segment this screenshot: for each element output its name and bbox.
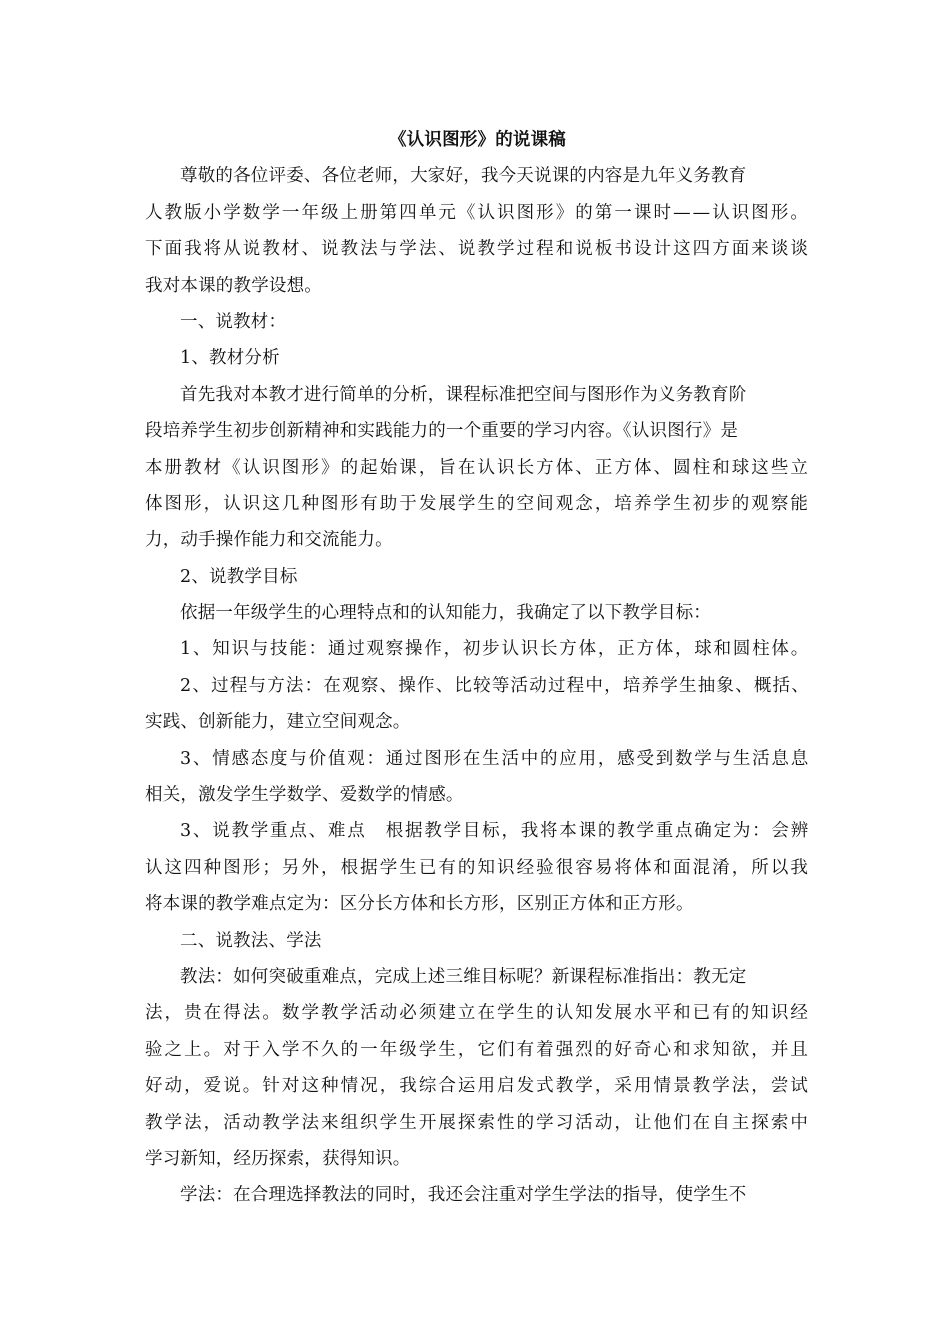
text-line: 二、说教法、学法 [180, 930, 322, 951]
text-line: 3、情感态度与价值观：通过图形在生活中的应用，感受到数学与生活息息 [180, 748, 810, 769]
text-line: 认这四种图形；另外，根据学生已有的知识经验很容易将体和面混淆，所以我 [145, 857, 810, 878]
text-line: 2、过程与方法：在观察、操作、比较等活动过程中，培养学生抽象、概括、 [180, 675, 810, 696]
text-line: 我对本课的教学设想。 [145, 275, 322, 296]
text-line: 1、知识与技能：通过观察操作，初步认识长方体，正方体，球和圆柱体。 [180, 639, 810, 660]
text-line: 本册教材《认识图形》的起始课，旨在认识长方体、正方体、圆柱和球这些立 [145, 457, 810, 478]
text-line: 教法：如何突破重难点，完成上述三维目标呢？新课程标准指出：教无定 [180, 966, 747, 987]
text-line: 首先我对本教才进行简单的分析，课程标准把空间与图形作为义务教育阶 [180, 384, 747, 405]
text-line: 依据一年级学生的心理特点和的认知能力，我确定了以下教学目标： [180, 603, 711, 624]
document-title: 《认识图形》的说课稿 [389, 130, 566, 150]
document-body [145, 122, 810, 1214]
text-line: 法，贵在得法。数学教学活动必须建立在学生的认知发展水平和已有的知识经 [145, 1003, 810, 1024]
text-line: 2、说教学目标 [180, 566, 298, 587]
text-line: 验之上。对于入学不久的一年级学生，它们有着强烈的好奇心和求知欲，并且 [145, 1039, 810, 1060]
text-line: 人教版小学数学一年级上册第四单元《认识图形》的第一课时——认识图形。 [145, 202, 810, 223]
text-line: 一、说教材： [180, 311, 287, 332]
text-line: 力，动手操作能力和交流能力。 [145, 530, 393, 551]
text-line: 下面我将从说教材、说教法与学法、说教学过程和说板书设计这四方面来谈谈 [145, 239, 810, 260]
text-line: 体图形，认识这几种图形有助于发展学生的空间观念，培养学生初步的观察能 [145, 493, 810, 514]
text-line: 将本课的教学难点定为：区分长方体和长方形，区别正方体和正方形。 [145, 894, 694, 915]
text-line: 3、说教学重点、难点 根据教学目标，我将本课的教学重点确定为：会辨 [180, 821, 810, 842]
text-line: 1、教材分析 [180, 348, 280, 369]
text-line: 尊敬的各位评委、各位老师，大家好，我今天说课的内容是九年义务教育 [180, 166, 747, 187]
text-line: 教学法，活动教学法来组织学生开展探索性的学习活动，让他们在自主探索中 [145, 1112, 810, 1133]
document-text [145, 158, 810, 1213]
text-line: 学习新知，经历探索，获得知识。 [145, 1148, 411, 1169]
text-line: 段培养学生初步创新精神和实践能力的一个重要的学习内容。《认识图行》是 [145, 421, 739, 442]
text-line: 相关，激发学生学数学、爱数学的情感。 [145, 785, 464, 806]
text-line: 实践、创新能力，建立空间观念。 [145, 712, 411, 733]
text-line: 学法：在合理选择教法的同时，我还会注重对学生学法的指导，使学生不 [180, 1185, 747, 1206]
text-line: 好动，爱说。针对这种情况，我综合运用启发式教学，采用情景教学法，尝试 [145, 1076, 810, 1097]
